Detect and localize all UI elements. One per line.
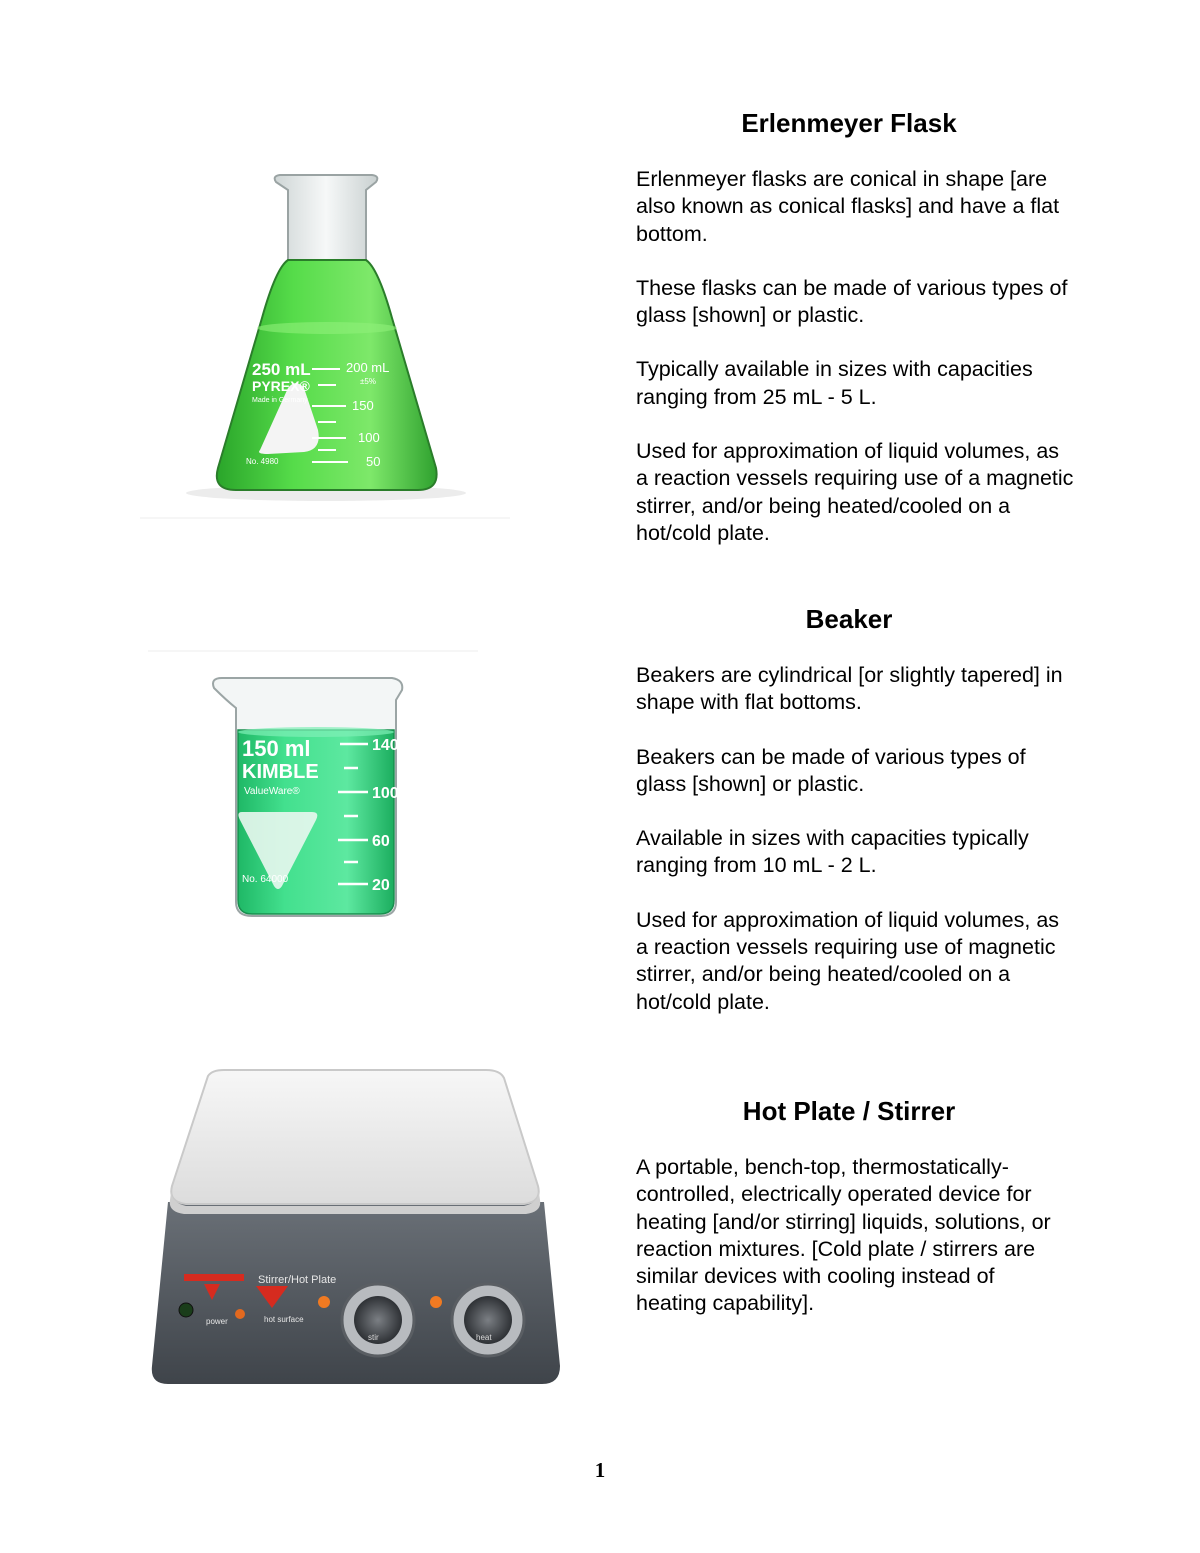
section-hot-plate-stirrer [636, 1096, 1076, 1318]
paragraph: A portable, bench-top, thermostatically-controlled, electrically operated device for heating [and/or stirring] liquids, solutions, or reaction mixtures. [Cold plate / stirrers are similar devices with cooling instead of heating capability]. [636, 1155, 1051, 1316]
section-title: Beaker [805, 604, 893, 634]
paragraph: Erlenmeyer flasks are conical in shape [are also known as conical flasks] and have a flat bottom. [636, 167, 1060, 246]
beaker-mark-20: 20 [372, 877, 390, 894]
section-erlenmeyer-flask [636, 108, 1076, 547]
beaker-line-label: ValueWare® [244, 786, 300, 797]
flask-mark-100: 100 [358, 430, 380, 445]
section-beaker [636, 604, 1076, 1016]
flask-model-label: No. 4980 [246, 457, 279, 466]
flask-mark-tolerance: ±5% [360, 377, 376, 386]
hot-surface-label: hot surface [264, 1315, 304, 1324]
beaker-mark-140: 140 [372, 737, 399, 754]
beaker-image [148, 648, 478, 928]
paragraph: Beakers can be made of various types of glass [shown] or plastic. [636, 744, 1026, 796]
beaker-model-label: No. 64000 [242, 874, 289, 885]
paragraph: Used for approximation of liquid volumes, as a reaction vessels requiring use of magnetic stirrer, and/or being heated/cooled on a hot/cold plate. [636, 907, 1060, 1014]
flask-made-in-label: Made in Germany [252, 397, 308, 404]
flask-mark-200: 200 mL [346, 360, 390, 375]
power-label: power [206, 1317, 228, 1326]
beaker-mark-60: 60 [372, 833, 390, 850]
paragraph: Available in sizes with capacities typically ranging from 10 mL - 2 L. [636, 826, 1029, 878]
flask-capacity-label: 250 mL [252, 360, 311, 379]
hot-plate-label: Stirrer/Hot Plate [258, 1274, 337, 1286]
page-number: 1 [594, 1458, 606, 1482]
beaker-capacity-label: 150 ml [242, 736, 311, 761]
hot-plate-stirrer-image [150, 1066, 562, 1390]
paragraph: Beakers are cylindrical [or slightly tapered] in shape with flat bottoms. [636, 663, 1063, 715]
paragraph: Used for approximation of liquid volumes, as a reaction vessels requiring use of a magnetic stirrer, and/or being heated/cooled on a hot/cold plate. [636, 439, 1074, 545]
flask-mark-150: 150 [352, 398, 374, 413]
erlenmeyer-flask-image [140, 168, 510, 520]
beaker-mark-100: 100 [372, 785, 399, 802]
flask-brand-label: PYREX® [252, 378, 310, 394]
paragraph: Typically available in sizes with capacities ranging from 25 mL - 5 L. [636, 357, 1033, 409]
flask-mark-50: 50 [366, 454, 381, 469]
heat-knob-label: heat [476, 1333, 492, 1342]
section-title: Hot Plate / Stirrer [742, 1096, 956, 1126]
stir-knob-label: stir [368, 1333, 379, 1342]
section-title: Erlenmeyer Flask [741, 108, 957, 138]
beaker-brand-label: KIMBLE [242, 761, 319, 783]
paragraph: These flasks can be made of various types of glass [shown] or plastic. [636, 275, 1068, 328]
